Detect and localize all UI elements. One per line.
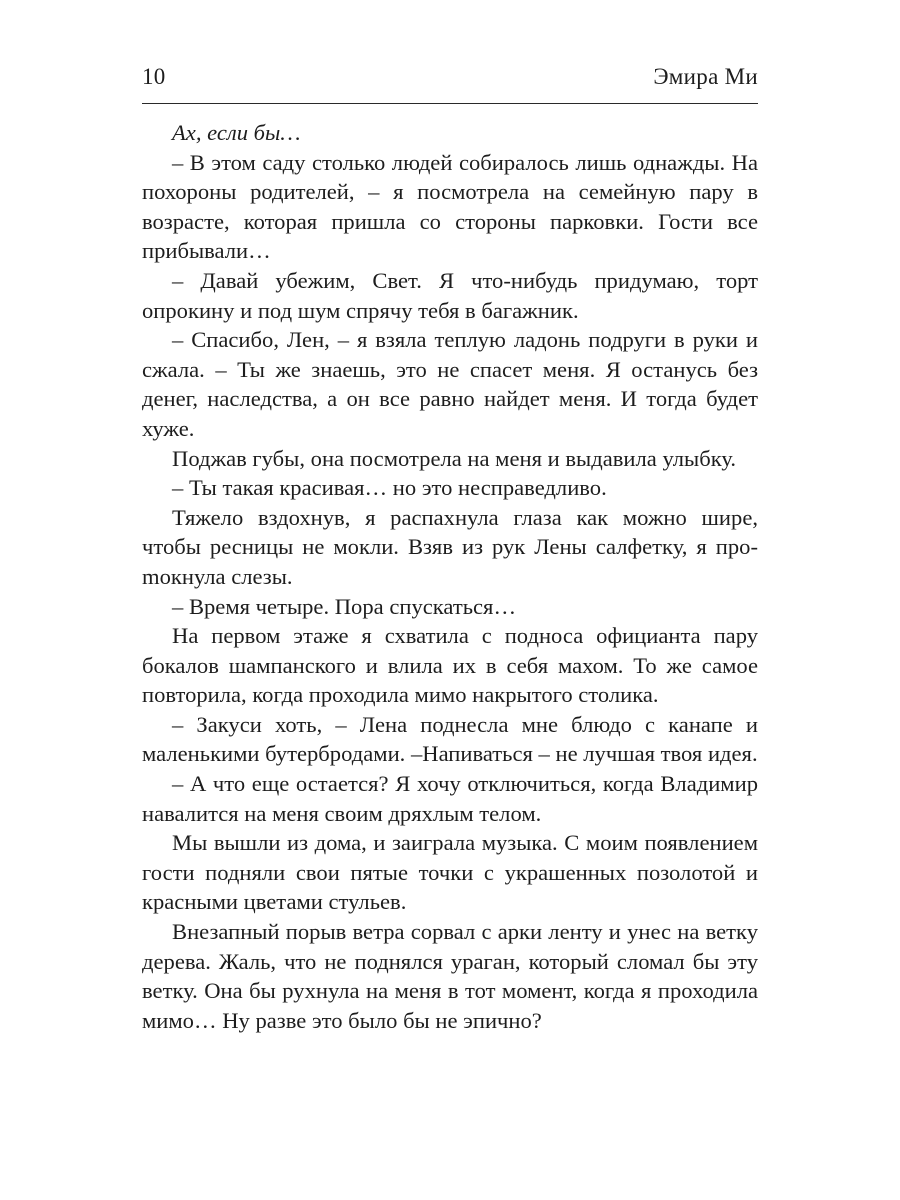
paragraph: – Закуси хоть, – Лена поднесла мне блюдо с канапе и маленькими бутербродами. –Напиваться – не лучшая твоя идея. [142, 711, 758, 767]
paragraph: Поджав губы, она посмотрела на меня и выдавила улыбку. [172, 445, 737, 471]
paragraph: На первом этаже я схватила с подноса официанта пару бокалов шампанского и влила их в себя махом. То же самое повторила, когда проходила мимо накрытого столика. [142, 623, 758, 708]
paragraph: – Спасибо, Лен, – я взяла теплую ладонь подруги в руки и сжала. – Ты же знаешь, это не спасет меня. Я останусь без денег, наследства, а он все равно найдет меня. И тогда будет хуже. [142, 327, 758, 441]
paragraph: – Ты такая красивая… но это несправедливо. [172, 475, 607, 501]
author-name: Эмира Ми [653, 64, 758, 89]
paragraph: – В этом саду столько людей собиралось лишь однажды. На похороны родителей, – я посмотрела на семейную пару в возрасте, которая пришла со стороны парковки. Гости все прибывали… [142, 149, 758, 264]
running-header [142, 62, 758, 104]
page-number: 10 [142, 64, 166, 89]
paragraph: – Давай убежим, Свет. Я что-нибудь придумаю, торт опрокину и под шум спрячу тебя в багажник. [142, 267, 758, 323]
paragraph: Тяжело вздохнув, я распахнула глаза как можно шире, чтобы ресницы не мокли. Взяв из рук Лены салфетку, я проmокнула слезы. [142, 504, 758, 589]
body-text [142, 118, 758, 1035]
book-page [142, 62, 758, 1035]
paragraph: – А что еще остается? Я хочу отключиться, когда Владимир навалится на меня своим дряхлым телом. [142, 771, 758, 826]
paragraph: Внезапный порыв ветра сорвал с арки ленту и унес на ветку дерева. Жаль, что не поднялся ураган, который сломал бы эту ветку. Она бы рухнула на меня в тот момент, когда я проходила мимо… Ну разве это было бы не эпично? [142, 919, 758, 1033]
paragraph: – Время четыре. Пора спускаться… [172, 593, 517, 619]
paragraph: Ах, если бы… [172, 120, 301, 145]
paragraph: Мы вышли из дома, и заиграла музыка. С моим появлением гости подняли свои пятые точки с украшенных позолотой и красными цветами стульев. [142, 830, 758, 915]
